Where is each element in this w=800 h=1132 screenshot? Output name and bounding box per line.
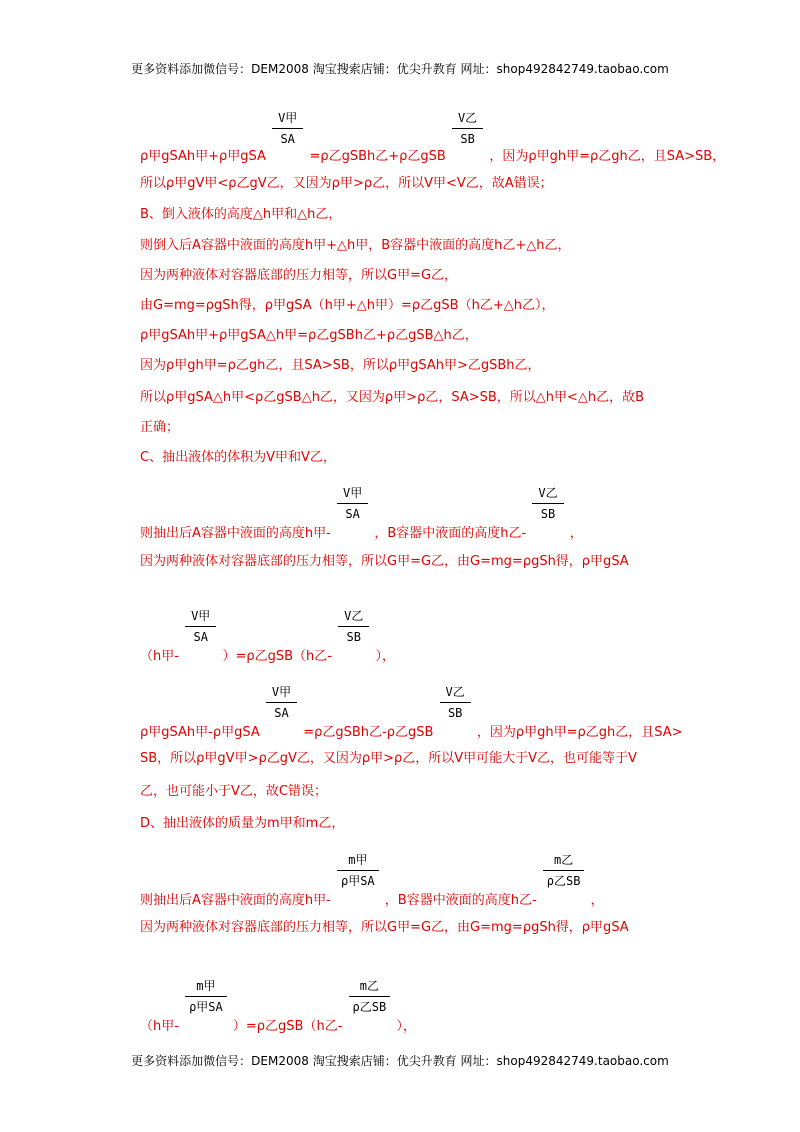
page-footer: 更多资料添加微信号：DEM2008 淘宝搜索店铺：优尖升教育 网址：shop492842749.taobao.com xyxy=(131,1054,669,1068)
line-1 xyxy=(140,110,726,164)
frac-num: m乙 xyxy=(543,852,585,871)
frac-den: SA xyxy=(345,507,360,521)
frac-den: SB xyxy=(460,132,475,146)
frac-num: V甲 xyxy=(185,608,216,627)
text: ， xyxy=(569,526,583,541)
line-11: C、抽出液体的体积为V甲和V乙， xyxy=(140,450,336,465)
line-4: 则倒入后A容器中液面的高度h甲+△h甲，B容器中液面的高度h乙+△h乙， xyxy=(140,238,571,253)
frac-num: V乙 xyxy=(440,684,471,703)
line-21 xyxy=(140,978,416,1034)
frac-den: SB xyxy=(346,630,361,644)
frac-den: ρ乙SB xyxy=(352,1000,387,1014)
fraction-m-jia xyxy=(185,978,227,1015)
line-19 xyxy=(140,852,604,908)
text: =ρ乙gSBh乙-ρ乙gSB xyxy=(303,725,434,740)
line-20: 因为两种液体对容器底部的压力相等，所以G甲=G乙，由G=mg=ρgSh得，ρ甲gSA xyxy=(140,920,629,935)
frac-den: ρ甲SA xyxy=(340,874,375,888)
line-5: 因为两种液体对容器底部的压力相等，所以G甲=G乙， xyxy=(140,268,458,283)
text: ，因为ρ甲gh甲=ρ乙gh乙，且SA> xyxy=(476,725,683,740)
line-8: 因为ρ甲gh甲=ρ乙gh乙，且SA>SB，所以ρ甲gSAh甲>乙gSBh乙， xyxy=(140,358,541,373)
frac-den: SA xyxy=(280,132,295,146)
frac-den: SB xyxy=(447,706,463,720)
text: 则抽出后A容器中液面的高度h甲- xyxy=(140,893,331,908)
fraction-v-jia-sa xyxy=(272,110,303,147)
line-18: D、抽出液体的质量为m甲和m乙， xyxy=(140,816,345,831)
text: ，因为ρ甲gh甲=ρ乙gh乙，且SA>SB， xyxy=(489,149,726,164)
frac-den: ρ乙SB xyxy=(546,874,581,888)
fraction-v-jia-sa xyxy=(337,485,368,522)
fraction-v-jia-sa xyxy=(266,684,297,721)
text: ）， xyxy=(396,1019,416,1034)
text: （h甲- xyxy=(140,649,179,664)
frac-num: m甲 xyxy=(185,978,227,997)
fraction-v-jia-sa xyxy=(185,608,216,645)
line-15 xyxy=(140,684,683,740)
line-10: 正确； xyxy=(140,420,180,435)
line-12 xyxy=(140,485,583,541)
text: 则抽出后A容器中液面的高度h甲- xyxy=(140,526,331,541)
frac-num: V甲 xyxy=(266,684,297,703)
frac-den: ρ甲SA xyxy=(189,1000,223,1014)
line-14 xyxy=(140,608,395,664)
fraction-m-yi xyxy=(543,852,585,889)
fraction-v-yi-sb xyxy=(452,110,483,147)
page-header: 更多资料添加微信号：DEM2008 淘宝搜索店铺：优尖升教育 网址：shop492842749.taobao.com xyxy=(131,62,669,76)
frac-num: V甲 xyxy=(272,110,303,129)
frac-num: V甲 xyxy=(337,485,368,504)
fraction-v-yi-sb xyxy=(532,485,563,522)
line-9: 所以ρ甲gSA△h甲<ρ乙gSB△h乙，又因为ρ甲>ρ乙，SA>SB，所以△h甲<△h乙，故B xyxy=(140,390,645,405)
line-17: 乙，也可能小于V乙，故C错误； xyxy=(140,784,327,799)
frac-num: V乙 xyxy=(532,485,563,504)
text: ）=ρ乙gSB（h乙- xyxy=(232,1019,343,1034)
line-6: 由G=mg=ρgSh得，ρ甲gSA（h甲+△h甲）=ρ乙gSB（h乙+△h乙）， xyxy=(140,298,555,313)
frac-den: SB xyxy=(540,507,556,521)
text: ，B容器中液面的高度h乙- xyxy=(384,893,537,908)
line-16: SB，所以ρ甲gV甲>ρ乙gV乙，又因为ρ甲>ρ乙，所以V甲可能大于V乙，也可能等于V xyxy=(140,751,637,766)
frac-num: V乙 xyxy=(338,608,369,627)
frac-num: V乙 xyxy=(452,110,483,129)
frac-den: SA xyxy=(193,630,208,644)
frac-num: m乙 xyxy=(349,978,391,997)
text: ρ甲gSAh甲+ρ甲gSA xyxy=(140,149,266,164)
text: ）=ρ乙gSB（h乙- xyxy=(222,649,332,664)
text: =ρ乙gSBh乙+ρ乙gSB xyxy=(309,149,446,164)
line-3: B、倒入液体的高度△h甲和△h乙， xyxy=(140,207,342,222)
fraction-v-yi-sb xyxy=(440,684,471,721)
text: ，B容器中液面的高度h乙- xyxy=(374,526,527,541)
text: ）， xyxy=(375,649,395,664)
line-2: 所以ρ甲gV甲<ρ乙gV乙，又因为ρ甲>ρ乙，所以V甲<V乙，故A错误； xyxy=(140,176,553,191)
line-7: ρ甲gSAh甲+ρ甲gSA△h甲=ρ乙gSBh乙+ρ乙gSB△h乙， xyxy=(140,328,478,343)
fraction-m-jia xyxy=(337,852,379,889)
text: （h甲- xyxy=(140,1019,179,1034)
frac-num: m甲 xyxy=(337,852,379,871)
fraction-v-yi-sb xyxy=(338,608,369,645)
frac-den: SA xyxy=(274,706,289,720)
text: ， xyxy=(590,893,604,908)
text: ρ甲gSAh甲-ρ甲gSA xyxy=(140,725,260,740)
line-13: 因为两种液体对容器底部的压力相等，所以G甲=G乙，由G=mg=ρgSh得，ρ甲gSA xyxy=(140,554,629,569)
fraction-m-yi xyxy=(349,978,391,1015)
